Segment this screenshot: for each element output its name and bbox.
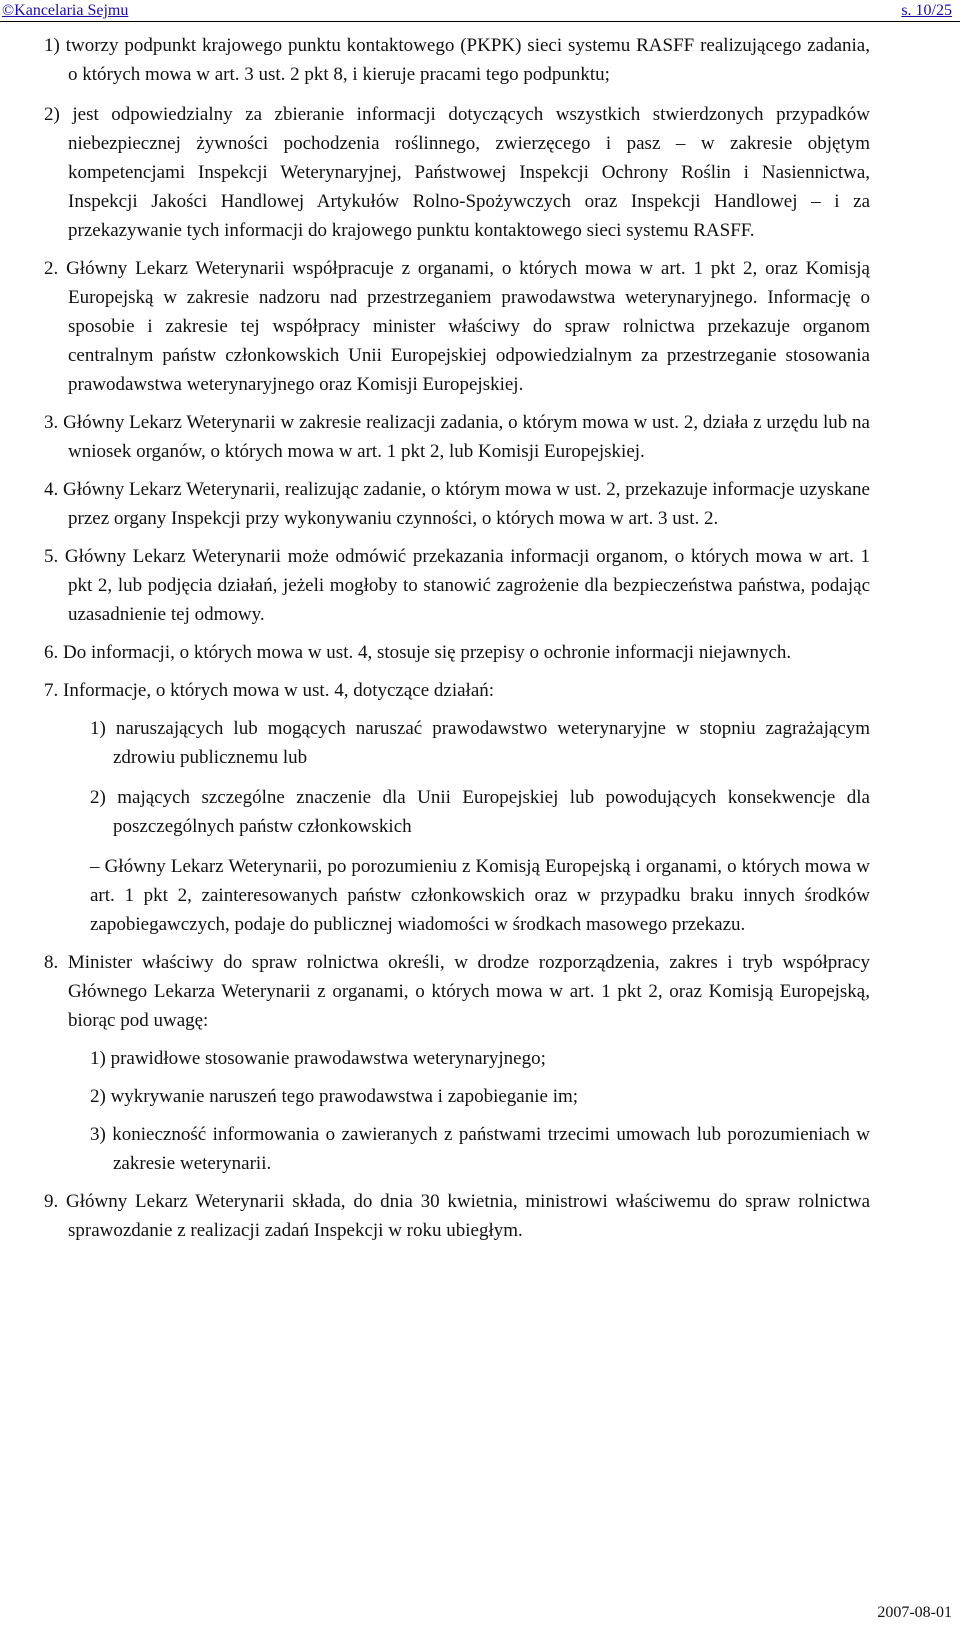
section-5: 5. Główny Lekarz Weterynarii może odmówić przekazania informacji organom, o których mowa w art. 1 pkt 2, lub podjęcia działań, jeżeli mogłoby to stanowić zagrożenie dla bezpieczeństwa państwa, podając uzasadnienie tej odmowy. [44, 546, 870, 625]
section-3: 3. Główny Lekarz Weterynarii w zakresie realizacji zadania, o którym mowa w ust. 2, działa z urzędu lub na wniosek organów, o których mowa w art. 1 pkt 2, lub Komisji Europejskiej. [44, 412, 870, 462]
section-2: 2. Główny Lekarz Weterynarii współpracuje z organami, o których mowa w art. 1 pkt 2, oraz Komisją Europejską w zakresie nadzoru nad przestrzeganiem prawodawstwa weterynaryjnego. Informację o sposobie i zakresie tej współpracy minister właściwy do spraw rolnictwa przekazuje organom centralnym państw członkowskich Unii Europejskiej odpowiedzialnym za przestrzeganie stosowania prawodawstwa weterynaryjnego oraz Komisji Europejskiej. [44, 258, 870, 395]
section-4: 4. Główny Lekarz Weterynarii, realizując zadanie, o którym mowa w ust. 2, przekazuje informacje uzyskane przez organy Inspekcji przy wykonywaniu czynności, o których mowa w art. 3 ust. 2. [44, 479, 870, 529]
copyright-link[interactable]: ©Kancelaria Sejmu [2, 2, 129, 19]
footer-date: 2007-08-01 [877, 1604, 952, 1621]
section-6: 6. Do informacji, o których mowa w ust. 4, stosuje się przepisy o ochronie informacji niejawnych. [44, 642, 792, 663]
header-divider [0, 21, 960, 22]
section-8: 8. Minister właściwy do spraw rolnictwa określi, w drodze rozporządzenia, zakres i tryb współpracy Głównego Lekarza Weterynarii z organami, o których mowa w art. 1 pkt 2, oraz Komisją Europejską, biorąc pod uwagę: [44, 952, 870, 1031]
section-7-closing: – Główny Lekarz Weterynarii, po porozumieniu z Komisją Europejską i organami, o których mowa w art. 1 pkt 2, zainteresowanych państw członkowskich oraz w przypadku braku innych środków zapobiegawczych, podaje do publicznej wiadomości w środkach masowego przekazu. [90, 856, 870, 935]
section-8-point-2: 2) wykrywanie naruszeń tego prawodawstwa i zapobieganie im; [90, 1086, 579, 1107]
section-8-point-3: 3) konieczność informowania o zawieranych z państwami trzecimi umowach lub porozumieniach w zakresie weterynarii. [90, 1124, 870, 1174]
page-number-link[interactable]: s. 10/25 [901, 2, 952, 19]
page-header [0, 0, 960, 22]
section-7-point-2: 2) mających szczególne znaczenie dla Unii Europejskiej lub powodujących konsekwencje dla poszczególnych państw członkowskich [90, 787, 870, 837]
section-7-point-1: 1) naruszających lub mogących naruszać prawodawstwo weterynaryjne w stopniu zagrażającym zdrowiu publicznemu lub [90, 718, 870, 768]
point-2: 2) jest odpowiedzialny za zbieranie informacji dotyczących wszystkich stwierdzonych przypadków niebezpiecznej żywności pochodzenia roślinnego, zwierzęcego i pasz – w zakresie objętym kompetencjami Inspekcji Weterynaryjnej, Państwowej Inspekcji Ochrony Roślin i Nasiennictwa, Inspekcji Jakości Handlowej Artykułów Rolno-Spożywczych oraz Inspekcji Handlowej – i za przekazywanie tych informacji do krajowego punktu kontaktowego sieci systemu RASFF. [44, 104, 870, 241]
section-8-point-1: 1) prawidłowe stosowanie prawodawstwa weterynaryjnego; [90, 1048, 546, 1069]
section-7: 7. Informacje, o których mowa w ust. 4, dotyczące działań: [44, 680, 495, 701]
point-1: 1) tworzy podpunkt krajowego punktu kontaktowego (PKPK) sieci systemu RASFF realizującego zadania, o których mowa w art. 3 ust. 2 pkt 8, i kieruje pracami tego podpunktu; [44, 35, 870, 85]
section-9: 9. Główny Lekarz Weterynarii składa, do dnia 30 kwietnia, ministrowi właściwemu do spraw rolnictwa sprawozdanie z realizacji zadań Inspekcji w roku ubiegłym. [44, 1191, 870, 1241]
document-body [44, 31, 870, 1245]
